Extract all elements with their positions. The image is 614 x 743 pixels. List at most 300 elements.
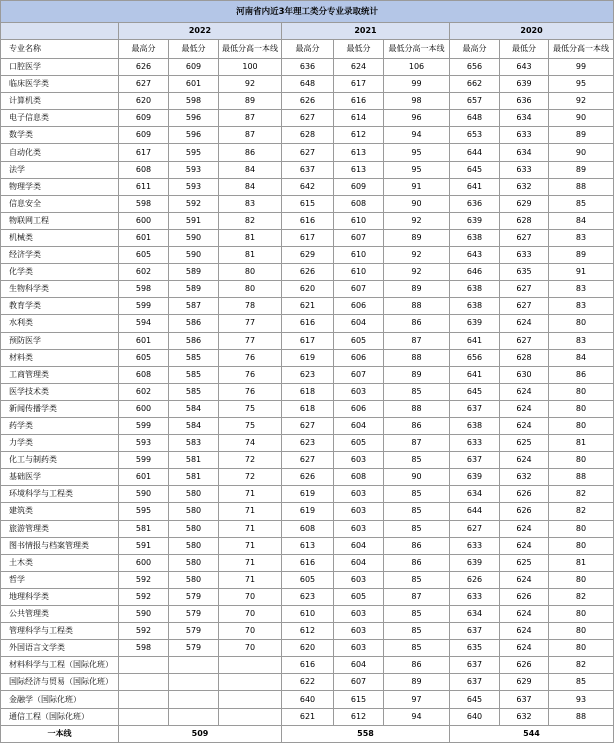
score-cell: 100 — [219, 59, 282, 76]
table-row — [1, 349, 614, 366]
score-cell: 632 — [500, 469, 549, 486]
score-cell: 634 — [500, 110, 549, 127]
score-cell: 641 — [450, 178, 500, 195]
score-cell: 613 — [334, 161, 384, 178]
score-cell — [119, 708, 169, 725]
score-cell: 80 — [549, 315, 614, 332]
score-cell: 599 — [119, 452, 169, 469]
major-name-cell: 建筑类 — [1, 503, 119, 520]
score-cell: 645 — [450, 161, 500, 178]
score-cell: 622 — [282, 674, 334, 691]
score-cell: 94 — [384, 127, 450, 144]
score-cell: 86 — [219, 144, 282, 161]
score-cell: 586 — [169, 332, 219, 349]
score-cell: 623 — [282, 435, 334, 452]
column-header-max: 最高分 — [450, 40, 500, 59]
score-cell: 92 — [384, 247, 450, 264]
score-cell: 95 — [384, 161, 450, 178]
table-row — [1, 383, 614, 400]
score-cell: 626 — [450, 571, 500, 588]
score-cell: 627 — [500, 332, 549, 349]
score-cell: 80 — [549, 400, 614, 417]
score-cell: 80 — [549, 640, 614, 657]
score-cell: 626 — [500, 657, 549, 674]
score-cell: 639 — [450, 469, 500, 486]
score-cell: 89 — [384, 281, 450, 298]
score-cell: 80 — [549, 623, 614, 640]
score-cell: 610 — [282, 606, 334, 623]
score-cell: 70 — [219, 588, 282, 605]
score-cell: 86 — [549, 366, 614, 383]
major-name-cell: 环境科学与工程类 — [1, 486, 119, 503]
major-name-cell: 信息安全 — [1, 195, 119, 212]
column-header-min: 最低分 — [500, 40, 549, 59]
table-row — [1, 127, 614, 144]
score-cell: 620 — [282, 640, 334, 657]
score-cell: 579 — [169, 623, 219, 640]
score-cell: 587 — [169, 298, 219, 315]
score-cell: 639 — [450, 315, 500, 332]
score-cell: 633 — [500, 127, 549, 144]
score-cell: 75 — [219, 400, 282, 417]
footer-cutoff-value: 544 — [450, 725, 614, 742]
score-cell: 87 — [219, 110, 282, 127]
table-row — [1, 435, 614, 452]
score-cell: 86 — [384, 657, 450, 674]
score-cell: 626 — [500, 503, 549, 520]
footer-label: 一本线 — [1, 725, 119, 742]
score-cell: 605 — [119, 349, 169, 366]
score-cell: 80 — [219, 264, 282, 281]
score-cell: 600 — [119, 400, 169, 417]
score-cell: 624 — [500, 452, 549, 469]
column-header-diff: 最低分高一本线 — [219, 40, 282, 59]
major-name-cell: 力学类 — [1, 435, 119, 452]
score-cell: 603 — [334, 520, 384, 537]
score-cell: 72 — [219, 452, 282, 469]
score-cell: 612 — [334, 127, 384, 144]
major-name-cell: 材料类 — [1, 349, 119, 366]
score-cell: 81 — [219, 247, 282, 264]
score-cell: 80 — [549, 606, 614, 623]
score-cell: 92 — [219, 76, 282, 93]
score-cell: 85 — [384, 383, 450, 400]
footer-row — [1, 725, 614, 742]
major-name-cell: 新闻传播学类 — [1, 400, 119, 417]
table-row — [1, 315, 614, 332]
score-cell: 633 — [450, 588, 500, 605]
major-name-cell: 物理学类 — [1, 178, 119, 195]
score-cell: 99 — [384, 76, 450, 93]
score-cell: 624 — [500, 383, 549, 400]
score-cell: 639 — [450, 212, 500, 229]
score-cell: 583 — [169, 435, 219, 452]
table-row — [1, 178, 614, 195]
score-cell: 82 — [219, 212, 282, 229]
major-name-cell: 金融学（国际化班） — [1, 691, 119, 708]
score-cell: 80 — [549, 417, 614, 434]
score-cell: 648 — [450, 110, 500, 127]
score-cell: 619 — [282, 349, 334, 366]
score-cell: 91 — [549, 264, 614, 281]
score-cell: 621 — [282, 708, 334, 725]
score-cell: 82 — [549, 657, 614, 674]
column-header-max: 最高分 — [282, 40, 334, 59]
score-cell: 83 — [219, 195, 282, 212]
score-cell: 80 — [549, 571, 614, 588]
score-cell: 626 — [282, 469, 334, 486]
score-cell — [169, 691, 219, 708]
score-cell: 82 — [549, 486, 614, 503]
major-name-cell: 化学类 — [1, 264, 119, 281]
table-row — [1, 417, 614, 434]
score-cell: 598 — [119, 281, 169, 298]
score-cell: 84 — [219, 161, 282, 178]
score-cell: 603 — [334, 623, 384, 640]
score-cell: 648 — [282, 76, 334, 93]
score-cell: 605 — [119, 247, 169, 264]
major-name-cell: 水利类 — [1, 315, 119, 332]
score-cell: 86 — [384, 537, 450, 554]
score-cell: 93 — [549, 691, 614, 708]
score-cell: 71 — [219, 554, 282, 571]
table-row — [1, 332, 614, 349]
score-cell: 80 — [549, 537, 614, 554]
score-cell: 637 — [450, 623, 500, 640]
score-cell: 92 — [384, 212, 450, 229]
table-row — [1, 298, 614, 315]
score-cell: 83 — [549, 298, 614, 315]
major-name-cell: 公共管理类 — [1, 606, 119, 623]
score-cell: 608 — [334, 195, 384, 212]
score-cell: 636 — [500, 93, 549, 110]
score-cell: 618 — [282, 400, 334, 417]
major-name-cell: 计算机类 — [1, 93, 119, 110]
score-cell: 590 — [119, 486, 169, 503]
score-cell: 580 — [169, 503, 219, 520]
major-name-cell: 自动化类 — [1, 144, 119, 161]
score-cell: 96 — [384, 110, 450, 127]
score-cell: 82 — [549, 588, 614, 605]
score-cell: 632 — [500, 708, 549, 725]
score-cell: 88 — [549, 178, 614, 195]
table-row — [1, 229, 614, 246]
major-name-cell: 图书情报与档案管理类 — [1, 537, 119, 554]
score-cell: 615 — [334, 691, 384, 708]
table-row — [1, 640, 614, 657]
score-cell: 615 — [282, 195, 334, 212]
score-cell: 656 — [450, 349, 500, 366]
major-name-cell: 通信工程（国际化班） — [1, 708, 119, 725]
table-row — [1, 161, 614, 178]
score-cell: 71 — [219, 486, 282, 503]
score-cell: 89 — [384, 229, 450, 246]
score-cell: 85 — [549, 195, 614, 212]
score-cell: 637 — [500, 691, 549, 708]
score-cell: 598 — [169, 93, 219, 110]
score-cell: 586 — [169, 315, 219, 332]
score-cell: 88 — [384, 349, 450, 366]
score-cell: 71 — [219, 503, 282, 520]
score-cell: 601 — [119, 469, 169, 486]
score-cell: 605 — [334, 332, 384, 349]
table-row — [1, 554, 614, 571]
score-cell: 77 — [219, 332, 282, 349]
score-cell: 81 — [549, 435, 614, 452]
score-cell: 77 — [219, 315, 282, 332]
score-cell: 635 — [450, 640, 500, 657]
score-cell: 579 — [169, 640, 219, 657]
score-cell: 604 — [334, 315, 384, 332]
score-cell: 599 — [119, 298, 169, 315]
score-cell: 608 — [334, 469, 384, 486]
score-cell: 624 — [500, 606, 549, 623]
score-cell: 590 — [119, 606, 169, 623]
score-cell: 629 — [500, 674, 549, 691]
score-cell: 598 — [119, 195, 169, 212]
score-cell: 579 — [169, 588, 219, 605]
table-row — [1, 144, 614, 161]
score-cell: 607 — [334, 229, 384, 246]
table-row — [1, 571, 614, 588]
score-cell: 605 — [282, 571, 334, 588]
score-cell — [119, 657, 169, 674]
score-cell: 580 — [169, 537, 219, 554]
score-cell: 624 — [500, 640, 549, 657]
score-cell: 89 — [219, 93, 282, 110]
score-cell: 580 — [169, 554, 219, 571]
score-cell: 70 — [219, 606, 282, 623]
score-cell: 603 — [334, 486, 384, 503]
score-cell: 609 — [119, 110, 169, 127]
score-cell: 624 — [500, 400, 549, 417]
score-cell: 643 — [500, 59, 549, 76]
score-cell: 629 — [500, 195, 549, 212]
score-cell: 589 — [169, 264, 219, 281]
score-cell — [169, 674, 219, 691]
score-cell: 593 — [169, 161, 219, 178]
score-cell: 86 — [384, 417, 450, 434]
score-cell: 99 — [549, 59, 614, 76]
major-name-cell: 药学类 — [1, 417, 119, 434]
score-cell: 624 — [500, 537, 549, 554]
score-cell: 638 — [450, 229, 500, 246]
major-name-cell: 法学 — [1, 161, 119, 178]
score-cell: 610 — [334, 264, 384, 281]
score-cell: 610 — [334, 212, 384, 229]
score-cell: 89 — [384, 674, 450, 691]
score-cell: 637 — [450, 657, 500, 674]
major-name-cell: 临床医学类 — [1, 76, 119, 93]
table-row — [1, 520, 614, 537]
score-cell: 624 — [500, 571, 549, 588]
score-cell: 643 — [450, 247, 500, 264]
score-cell: 618 — [282, 383, 334, 400]
major-name-cell: 口腔医学 — [1, 59, 119, 76]
score-cell: 613 — [334, 144, 384, 161]
score-cell: 70 — [219, 623, 282, 640]
score-cell: 89 — [549, 247, 614, 264]
score-cell: 76 — [219, 349, 282, 366]
table-row — [1, 691, 614, 708]
score-cell: 642 — [282, 178, 334, 195]
score-cell — [169, 708, 219, 725]
table-row — [1, 503, 614, 520]
score-cell: 612 — [334, 708, 384, 725]
column-header-diff: 最低分高一本线 — [384, 40, 450, 59]
score-cell: 75 — [219, 417, 282, 434]
score-cell: 638 — [450, 417, 500, 434]
major-name-cell: 经济学类 — [1, 247, 119, 264]
footer-cutoff-value: 558 — [282, 725, 450, 742]
major-name-cell: 医学技术类 — [1, 383, 119, 400]
score-cell: 581 — [169, 452, 219, 469]
score-cell: 600 — [119, 554, 169, 571]
score-cell: 604 — [334, 554, 384, 571]
major-name-cell: 数学类 — [1, 127, 119, 144]
score-cell: 593 — [119, 435, 169, 452]
score-cell: 83 — [549, 332, 614, 349]
score-cell: 82 — [549, 503, 614, 520]
table-row — [1, 674, 614, 691]
score-cell: 626 — [500, 486, 549, 503]
score-cell: 71 — [219, 571, 282, 588]
score-cell: 606 — [334, 400, 384, 417]
score-cell: 627 — [500, 281, 549, 298]
major-name-cell: 旅游管理类 — [1, 520, 119, 537]
score-cell: 85 — [384, 520, 450, 537]
score-cell: 76 — [219, 366, 282, 383]
score-cell: 581 — [119, 520, 169, 537]
year-header-2020: 2020 — [450, 23, 614, 40]
table-row — [1, 486, 614, 503]
score-cell: 91 — [384, 178, 450, 195]
score-cell: 601 — [119, 229, 169, 246]
score-cell: 585 — [169, 349, 219, 366]
table-row — [1, 247, 614, 264]
score-cell: 85 — [549, 674, 614, 691]
major-name-cell: 地理科学类 — [1, 588, 119, 605]
score-cell: 633 — [500, 247, 549, 264]
score-cell: 626 — [282, 93, 334, 110]
score-cell: 636 — [450, 195, 500, 212]
score-cell: 608 — [119, 161, 169, 178]
table-row — [1, 623, 614, 640]
score-cell: 95 — [384, 144, 450, 161]
score-cell: 591 — [169, 212, 219, 229]
score-cell: 617 — [334, 76, 384, 93]
score-cell: 81 — [219, 229, 282, 246]
score-cell: 604 — [334, 417, 384, 434]
score-cell: 609 — [119, 127, 169, 144]
score-cell: 598 — [119, 640, 169, 657]
score-cell: 625 — [500, 554, 549, 571]
score-cell: 640 — [450, 708, 500, 725]
score-cell: 620 — [282, 281, 334, 298]
score-cell: 92 — [549, 93, 614, 110]
score-cell: 603 — [334, 452, 384, 469]
score-cell: 581 — [169, 469, 219, 486]
major-name-cell: 外国语言文学类 — [1, 640, 119, 657]
score-cell: 584 — [169, 400, 219, 417]
score-cell: 619 — [282, 503, 334, 520]
column-header-min: 最低分 — [334, 40, 384, 59]
score-cell: 646 — [450, 264, 500, 281]
major-name-cell: 土木类 — [1, 554, 119, 571]
major-name-cell: 生物科学类 — [1, 281, 119, 298]
score-cell: 579 — [169, 606, 219, 623]
score-cell: 592 — [169, 195, 219, 212]
score-cell: 607 — [334, 674, 384, 691]
score-cell: 594 — [119, 315, 169, 332]
score-cell: 85 — [384, 571, 450, 588]
score-cell: 596 — [169, 127, 219, 144]
major-name-cell: 哲学 — [1, 571, 119, 588]
score-cell: 633 — [450, 435, 500, 452]
score-cell: 87 — [384, 332, 450, 349]
score-cell: 634 — [450, 486, 500, 503]
score-cell: 635 — [500, 264, 549, 281]
table-row — [1, 212, 614, 229]
major-name-cell: 基础医学 — [1, 469, 119, 486]
score-cell: 70 — [219, 640, 282, 657]
score-cell: 641 — [450, 332, 500, 349]
score-cell: 628 — [282, 127, 334, 144]
score-cell: 641 — [450, 366, 500, 383]
score-cell: 89 — [549, 161, 614, 178]
score-cell: 580 — [169, 486, 219, 503]
table-row — [1, 366, 614, 383]
score-cell: 604 — [334, 537, 384, 554]
score-cell: 599 — [119, 417, 169, 434]
table-row — [1, 469, 614, 486]
score-cell: 84 — [219, 178, 282, 195]
score-cell: 623 — [282, 366, 334, 383]
score-cell: 601 — [169, 76, 219, 93]
score-cell: 593 — [169, 178, 219, 195]
score-cell: 88 — [549, 708, 614, 725]
score-cell — [169, 657, 219, 674]
score-cell — [219, 674, 282, 691]
score-cell: 603 — [334, 606, 384, 623]
score-cell: 95 — [549, 76, 614, 93]
score-cell: 656 — [450, 59, 500, 76]
score-cell: 90 — [549, 144, 614, 161]
score-cell: 88 — [384, 400, 450, 417]
score-cell: 657 — [450, 93, 500, 110]
major-name-cell: 机械类 — [1, 229, 119, 246]
score-cell: 633 — [450, 537, 500, 554]
score-cell: 591 — [119, 537, 169, 554]
major-name-cell: 化工与制药类 — [1, 452, 119, 469]
score-cell: 610 — [334, 247, 384, 264]
score-cell: 616 — [282, 554, 334, 571]
table-row — [1, 110, 614, 127]
score-cell: 637 — [282, 161, 334, 178]
score-cell: 624 — [334, 59, 384, 76]
score-cell: 97 — [384, 691, 450, 708]
score-cell: 626 — [500, 588, 549, 605]
score-cell: 88 — [549, 469, 614, 486]
score-cell: 89 — [549, 127, 614, 144]
score-cell: 590 — [169, 229, 219, 246]
score-cell: 624 — [500, 623, 549, 640]
column-header-major: 专业名称 — [1, 40, 119, 59]
score-cell: 608 — [119, 366, 169, 383]
score-cell: 83 — [549, 229, 614, 246]
year-header-2021: 2021 — [282, 23, 450, 40]
score-cell: 613 — [282, 537, 334, 554]
